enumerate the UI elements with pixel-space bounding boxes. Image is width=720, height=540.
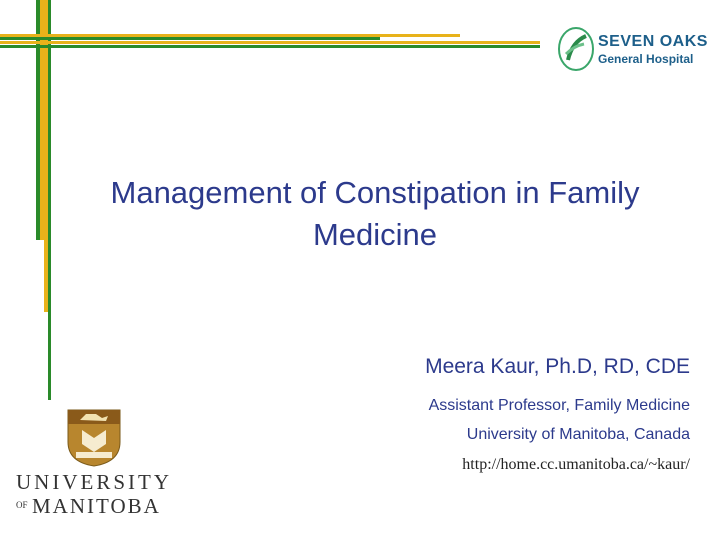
- frame-line-horizontal-green: [0, 37, 380, 40]
- seven-oaks-logo-icon: [556, 24, 596, 79]
- university-wordmark-line1: UNIVERSITY: [16, 470, 172, 494]
- author-url-link[interactable]: http://home.cc.umanitoba.ca/~kaur/: [462, 456, 690, 473]
- author-role: Assistant Professor, Family Medicine: [428, 397, 690, 414]
- hospital-subtitle: General Hospital: [598, 52, 694, 66]
- university-wordmark-of: OF: [16, 500, 28, 510]
- frame-line-horizontal-yellow-2: [0, 41, 540, 44]
- author-university: University of Manitoba, Canada: [466, 426, 690, 443]
- slide-title: Management of Constipation in Family Medicine: [110, 175, 640, 252]
- university-wordmark-line2: MANITOBA: [32, 494, 161, 518]
- hospital-name: SEVEN OAKS: [598, 33, 708, 50]
- university-crest-icon: [66, 408, 122, 468]
- author-name: Meera Kaur, Ph.D, RD, CDE: [425, 355, 690, 378]
- frame-line-horizontal-green-2: [0, 45, 540, 48]
- frame-line-vertical-green-2: [48, 0, 51, 400]
